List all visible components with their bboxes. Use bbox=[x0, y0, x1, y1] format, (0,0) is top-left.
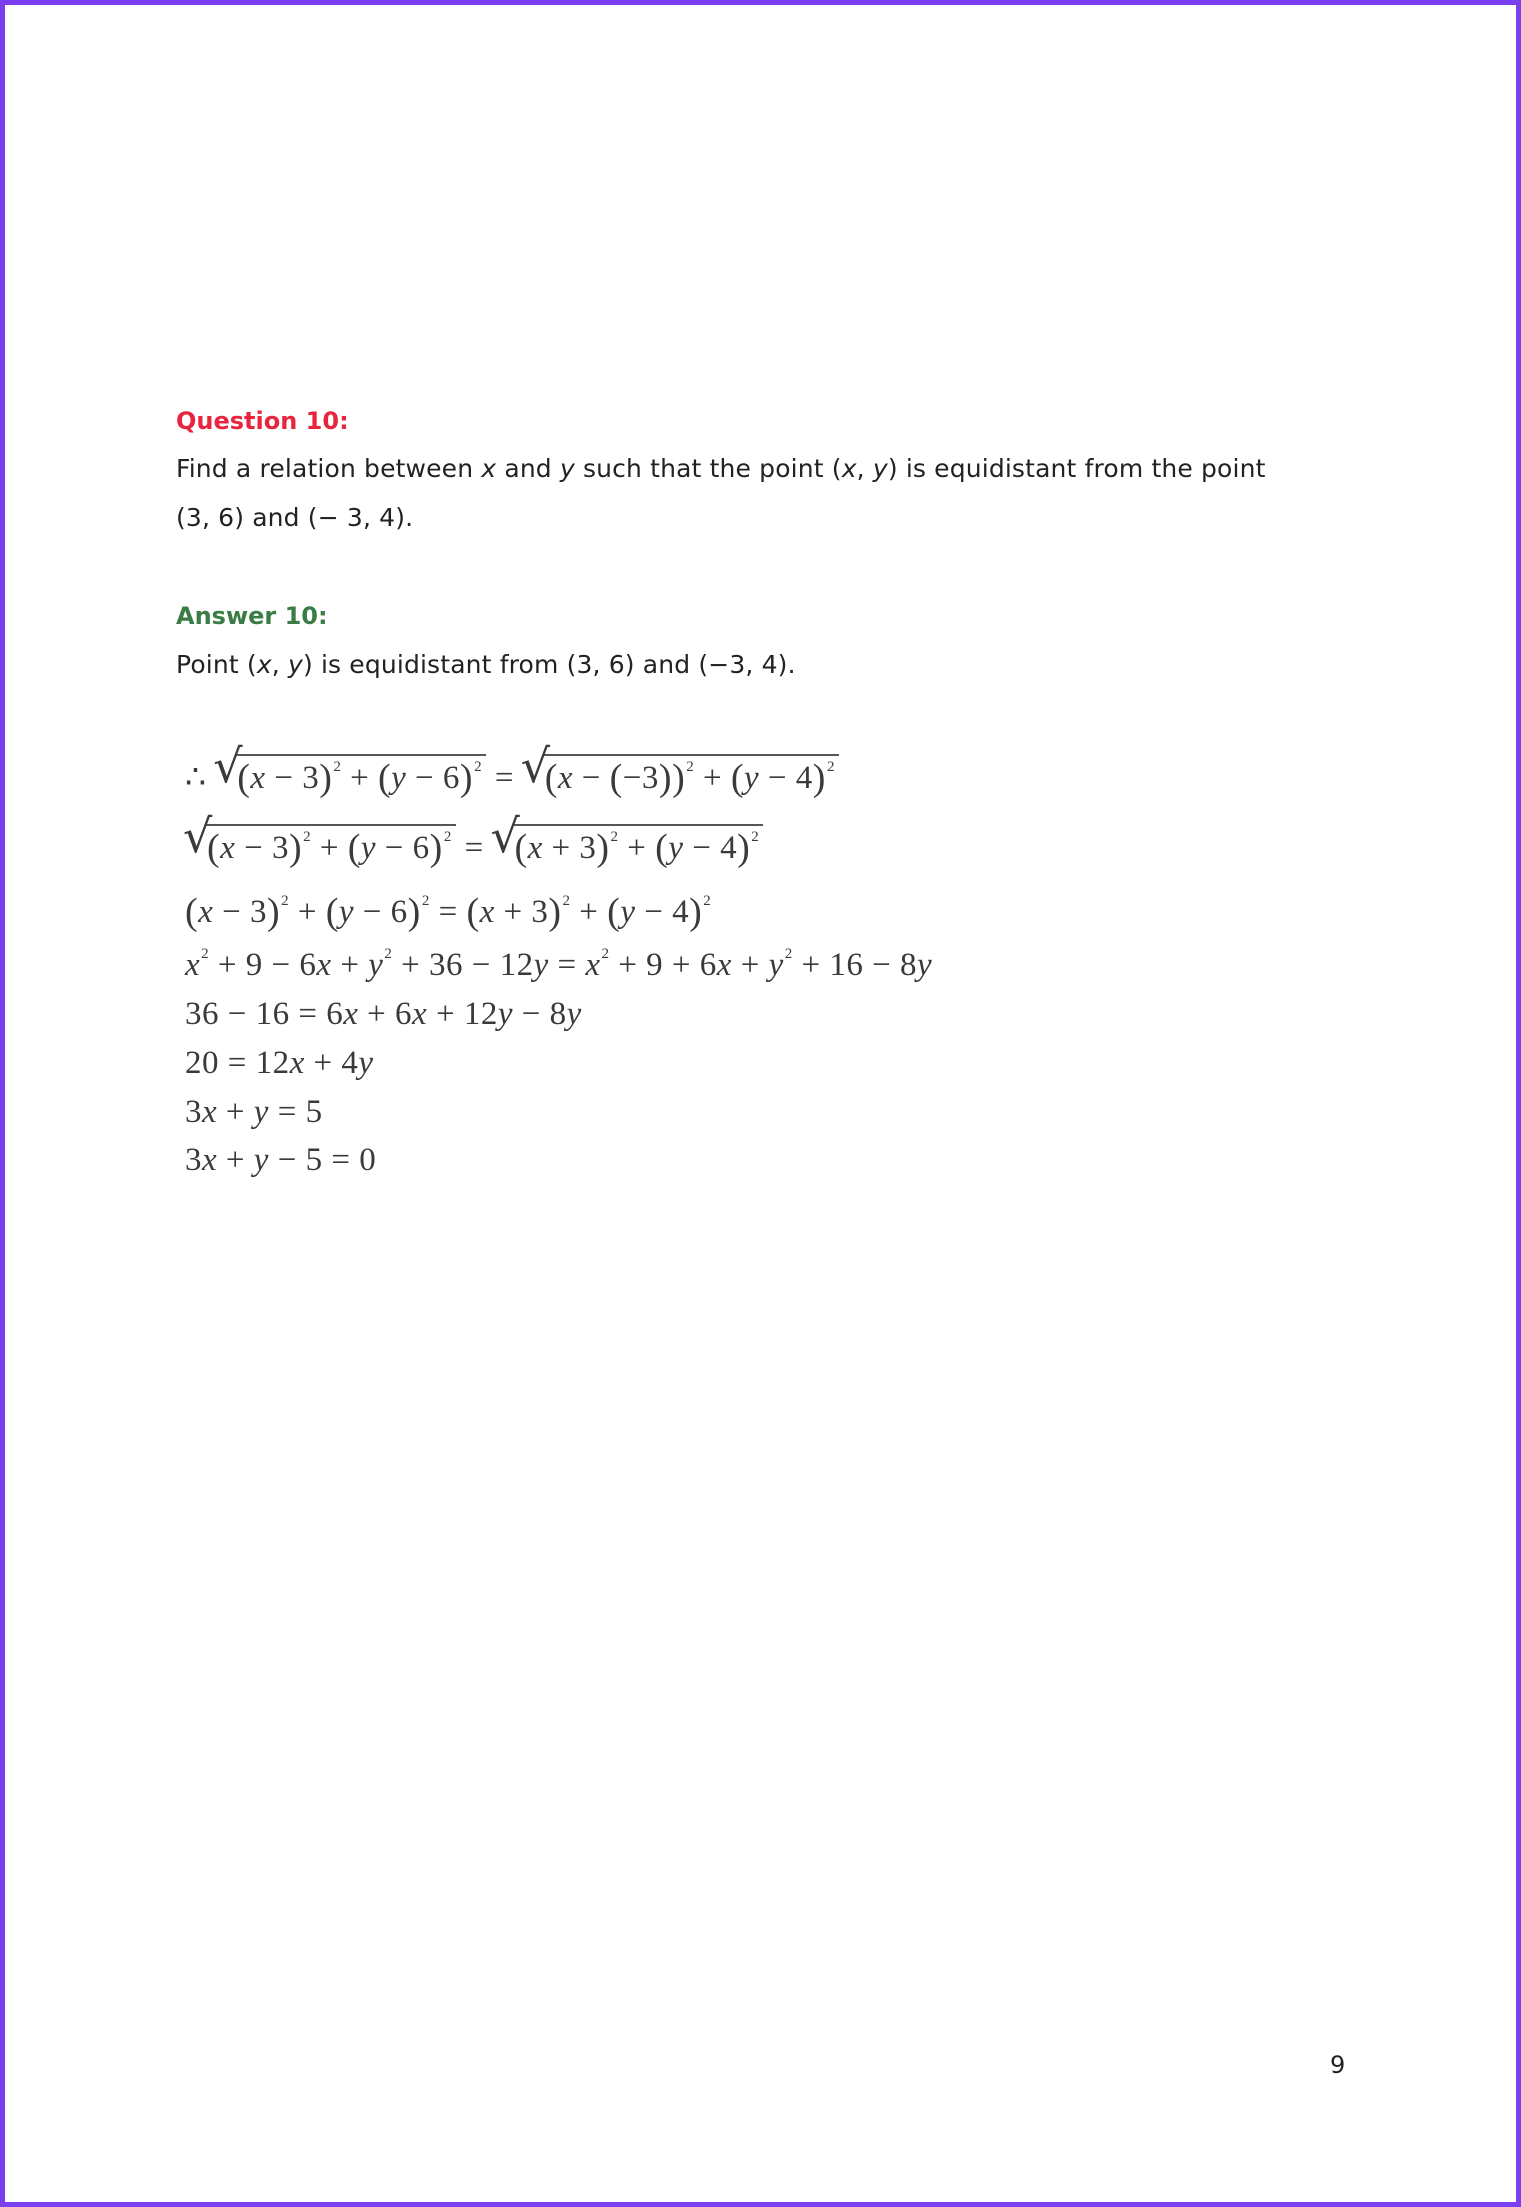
variable-y: y bbox=[287, 650, 303, 679]
question-text-line-2: (3, 6) and (− 3, 4). bbox=[176, 503, 414, 532]
math-step-6: 20 = 12x + 4y bbox=[185, 1045, 374, 1081]
math-step-3: $(x - 3)^2 + (y - 6)^2 = (x + 3)^2 + (y - 4)^2$ bbox=[185, 891, 712, 933]
variable-x: x bbox=[481, 454, 497, 483]
square-root: √ $(x - (-3))^2 + (y - 4)^2$ bbox=[523, 752, 839, 798]
text-segment: , bbox=[271, 650, 288, 679]
math-step-8: 3x + y − 5 = 0 bbox=[185, 1142, 377, 1178]
square-root: √ $(x - 3)^2 + (y - 6)^2$ bbox=[215, 752, 486, 798]
variable-y: y bbox=[559, 454, 575, 483]
math-step-5: 36 − 16 = 6x + 6x + 12y − 8y bbox=[185, 996, 582, 1032]
answer-heading: Answer 10: bbox=[176, 602, 328, 630]
text-segment: Point ( bbox=[176, 650, 257, 679]
math-step-2: √ $(x - 3)^2 + (y - 6)^2$ = √ $(x + 3)^2 + (y - 4)^2$ bbox=[185, 822, 763, 868]
variable-y: y bbox=[872, 454, 888, 483]
text-segment: Find a relation between bbox=[176, 454, 482, 483]
variable-x: x bbox=[256, 650, 272, 679]
therefore-symbol: ∴ bbox=[185, 760, 207, 796]
text-segment: ) is equidistant from (3, 6) and (−3, 4). bbox=[302, 650, 796, 679]
text-segment: such that the point ( bbox=[574, 454, 842, 483]
page-number: 9 bbox=[1330, 2051, 1346, 2079]
question-heading: Question 10: bbox=[176, 407, 349, 435]
math-step-7: 3x + y = 5 bbox=[185, 1094, 323, 1130]
text-segment: and bbox=[496, 454, 560, 483]
question-text-line-1 bbox=[176, 453, 1266, 485]
math-step-4: $x^2 + 9 - 6x + y^2 + 36 - 12y = x^2 + 9 + 6x + y^2 + 16 - 8y$ bbox=[185, 946, 933, 983]
math-step-1: ∴ √ $(x - 3)^2 + (y - 6)^2$ = √ $(x - (-3))^2 + (y - 4)^2$ bbox=[185, 752, 839, 798]
answer-statement bbox=[176, 649, 796, 681]
text-segment: ) is equidistant from the point bbox=[887, 454, 1266, 483]
square-root: √ $(x + 3)^2 + (y - 4)^2$ bbox=[492, 822, 763, 868]
variable-x: x bbox=[841, 454, 857, 483]
square-root: √ $(x - 3)^2 + (y - 6)^2$ bbox=[185, 822, 456, 868]
text-segment: , bbox=[856, 454, 873, 483]
